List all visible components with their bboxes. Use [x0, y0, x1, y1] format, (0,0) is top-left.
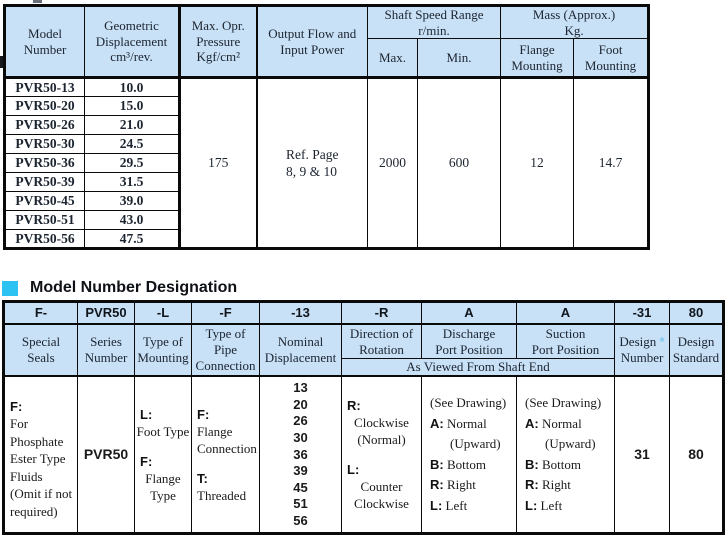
label-line: Suction	[545, 325, 586, 341]
pipe-option	[192, 470, 259, 504]
port-option	[525, 414, 614, 435]
header-line: Foot	[598, 42, 623, 57]
option-code: L:	[140, 406, 153, 422]
option-code: R:	[525, 477, 539, 492]
label-row	[4, 324, 724, 359]
port-option-sub: (Upward)	[450, 436, 501, 451]
displacement-value: 39	[293, 463, 308, 479]
code-series: PVR50	[78, 302, 135, 325]
label-line: Displacement	[264, 350, 337, 365]
header-line: Kgf/cm²	[196, 49, 241, 65]
option-label: Counter	[360, 479, 403, 494]
col-header-speed-min: Min.	[418, 39, 501, 78]
design-standard-value	[670, 376, 724, 534]
port-option	[525, 455, 614, 476]
discharge-port-options	[422, 376, 517, 534]
pipe-connection-options	[192, 376, 260, 534]
label-special-seals	[4, 324, 78, 376]
model-number-cell: PVR50-51	[5, 211, 85, 230]
code-pipe: -F	[192, 302, 260, 325]
label-design-number	[615, 324, 670, 376]
option-code: T:	[197, 470, 208, 486]
model-number-cell: PVR50-26	[5, 116, 85, 135]
specifications-table	[3, 4, 650, 250]
option-label: Threaded	[197, 487, 247, 503]
header-line: Output Flow and	[268, 26, 357, 41]
port-option	[430, 455, 516, 476]
option-label: Right	[446, 477, 476, 492]
label-line: Seals	[27, 350, 55, 365]
option-code: R:	[430, 477, 444, 492]
col-header-model-number	[5, 6, 85, 78]
group-header-mass	[501, 6, 649, 39]
displacement-value: 51	[293, 496, 308, 512]
max-pressure-value: 175	[180, 78, 257, 249]
label-line: Nominal	[277, 334, 324, 349]
special-seals-options	[4, 376, 78, 534]
label-discharge-port-position	[422, 324, 517, 359]
mounting-options-list	[135, 377, 191, 532]
label-pipe-connection	[192, 324, 260, 376]
label-line: Type of	[143, 334, 183, 349]
option-label: Clockwise	[354, 496, 409, 511]
pipe-options-list	[192, 377, 259, 532]
label-line: Number	[84, 350, 128, 365]
code-discharge: A	[422, 302, 517, 325]
model-number-designation-table	[2, 300, 725, 535]
rotation-options	[342, 376, 422, 534]
option-code: L:	[430, 497, 443, 513]
label-line: Standard	[672, 350, 720, 365]
option-label: Left	[540, 497, 563, 513]
cropped-text-artifact	[33, 0, 42, 3]
code-special-seals: F-	[4, 302, 78, 325]
output-flow-ref	[257, 78, 368, 249]
mounting-option	[135, 453, 191, 504]
displacement-cell: 29.5	[85, 154, 180, 173]
option-code: B:	[430, 456, 444, 472]
option-label: (Normal)	[357, 432, 406, 447]
special-seals-text	[5, 389, 77, 521]
suction-port-options	[517, 376, 615, 534]
header-line: Mass (Approx.)	[532, 7, 616, 22]
option-code: F:	[10, 398, 23, 414]
label-line: Port Position	[531, 341, 600, 357]
series-value: PVR50	[83, 446, 129, 462]
label-line: Design	[677, 334, 715, 349]
asterisk-mark: *	[659, 334, 665, 349]
design-number: 31	[634, 446, 650, 462]
label-line: Connection	[195, 358, 256, 373]
label-line: Pipe	[213, 342, 238, 357]
label-nominal-displacement	[260, 324, 342, 376]
code-design-number: -31	[615, 302, 670, 325]
spec-header-row-1	[5, 6, 649, 39]
displacement-cell: 15.0	[85, 97, 180, 116]
model-number-cell: PVR50-56	[5, 230, 85, 249]
rotation-option	[342, 461, 421, 512]
displacement-value: 30	[293, 429, 308, 445]
pipe-option	[192, 406, 259, 457]
option-label: Right	[541, 477, 571, 492]
header-line: Max. Opr.	[191, 18, 245, 34]
displacement-value: 56	[293, 513, 308, 528]
displacement-value: 45	[293, 479, 308, 495]
mounting-option	[135, 406, 191, 440]
code-mounting: -L	[135, 302, 192, 325]
label-line: Discharge	[442, 325, 496, 341]
option-code: R:	[347, 398, 361, 413]
label-suction-port-position	[517, 324, 615, 359]
label-direction-of-rotation	[342, 324, 422, 359]
option-label: Flange Connection	[197, 423, 257, 456]
option-code: F:	[197, 406, 210, 422]
port-option	[430, 496, 516, 517]
port-option	[525, 496, 614, 517]
label-type-of-mounting	[135, 324, 192, 376]
model-number-cell: PVR50-36	[5, 154, 85, 173]
mass-flange-value: 12	[501, 78, 574, 249]
header-line: Number	[23, 41, 67, 57]
header-line: Displacement	[95, 33, 168, 49]
option-label: Normal	[446, 415, 487, 431]
displacement-cell: 31.5	[85, 173, 180, 192]
header-line: Mounting	[584, 57, 637, 73]
code-nominal: -13	[260, 302, 342, 325]
option-label: Normal	[541, 415, 582, 431]
displacement-cell: 24.5	[85, 135, 180, 154]
col-header-foot-mounting	[574, 39, 649, 78]
option-code: B:	[525, 456, 539, 472]
design-standard: 80	[688, 446, 704, 462]
option-code: L:	[525, 497, 538, 513]
see-drawing-note: (See Drawing)	[525, 395, 602, 410]
rotation-options-list	[342, 377, 421, 532]
label-line: Type of	[205, 326, 246, 341]
code-design-standard: 80	[670, 302, 724, 325]
page-title: Model Number Designation	[30, 279, 238, 296]
col-header-speed-max: Max.	[368, 39, 418, 78]
port-options-list	[422, 377, 516, 532]
option-code: A:	[430, 415, 444, 431]
output-flow-ref-text	[286, 146, 338, 180]
label-design-standard	[670, 324, 724, 376]
as-viewed-from-shaft-end: As Viewed From Shaft End	[342, 359, 615, 377]
port-option	[430, 414, 516, 435]
section-bullet-square	[2, 281, 18, 296]
displacement-cell: 47.5	[85, 230, 180, 249]
designation-body-row	[4, 376, 724, 534]
displacement-cell: 43.0	[85, 211, 180, 230]
displacement-value: 20	[293, 396, 308, 412]
model-number-cell: PVR50-45	[5, 192, 85, 211]
option-description: For Phosphate Ester Type Fluids (Omit if not required)	[10, 416, 73, 519]
displacement-values-list	[260, 377, 341, 532]
port-options-list	[517, 377, 614, 532]
speed-max-value: 2000	[368, 78, 418, 249]
model-number-cell: PVR50-30	[5, 135, 85, 154]
header-line: Pressure	[196, 33, 241, 49]
port-option	[430, 475, 516, 496]
header-line: Geometric	[104, 18, 159, 34]
label-line: Mounting	[137, 350, 189, 365]
ref-line: 8, 9 & 10	[286, 164, 338, 179]
nominal-displacement-values	[260, 376, 342, 534]
header-line: Shaft Speed Range	[384, 7, 484, 22]
label-line: Port Position	[435, 341, 503, 357]
option-label: Bottom	[541, 456, 581, 472]
see-drawing-note: (See Drawing)	[430, 395, 507, 410]
series-number-value	[78, 376, 135, 534]
code-row	[4, 302, 724, 325]
header-line: Model	[28, 26, 62, 41]
option-label: Bottom	[446, 456, 486, 472]
option-label: Left	[445, 497, 468, 513]
ref-line: Ref. Page	[286, 147, 339, 162]
model-number-cell: PVR50-20	[5, 97, 85, 116]
option-label: Clockwise	[354, 415, 409, 430]
port-option-sub: (Upward)	[545, 436, 596, 451]
header-line: Mounting	[511, 57, 563, 73]
option-label: Foot Type	[136, 423, 190, 439]
header-line: Input Power	[280, 41, 345, 57]
code-suction: A	[517, 302, 615, 325]
displacement-cell: 10.0	[85, 78, 180, 97]
section-title	[2, 279, 237, 297]
speed-min-value: 600	[418, 78, 501, 249]
mounting-options	[135, 376, 192, 534]
option-code: A:	[525, 415, 539, 431]
option-code: L:	[347, 462, 360, 477]
rotation-option	[342, 397, 421, 448]
displacement-cell: 21.0	[85, 116, 180, 135]
option-label: Flange Type	[145, 470, 181, 503]
group-header-shaft-speed	[368, 6, 501, 39]
displacement-value: 26	[293, 413, 308, 429]
displacement-value: 13	[293, 380, 308, 395]
mass-foot-value: 14.7	[574, 78, 649, 249]
label-line: Direction of	[349, 325, 414, 341]
displacement-cell: 39.0	[85, 192, 180, 211]
displacement-value: 36	[293, 446, 308, 462]
spec-row	[5, 78, 649, 97]
option-code: F:	[140, 453, 153, 469]
col-header-max-pressure	[180, 6, 257, 78]
col-header-flange-mounting	[501, 39, 574, 78]
header-line: cm³/rev.	[110, 49, 153, 65]
port-option	[525, 475, 614, 496]
label-series-number	[78, 324, 135, 376]
label-line: Series	[90, 334, 122, 349]
label-line: Rotation	[359, 341, 404, 357]
model-number-cell: PVR50-39	[5, 173, 85, 192]
label-line	[615, 334, 669, 350]
label-line: Special	[21, 334, 61, 349]
model-number-cell: PVR50-13	[5, 78, 85, 97]
header-line: Kg.	[564, 22, 584, 38]
label-text: Design	[619, 334, 657, 349]
code-rotation: -R	[342, 302, 422, 325]
design-number-value	[615, 376, 670, 534]
header-line: r/min.	[418, 22, 450, 38]
col-header-output-flow	[257, 6, 368, 78]
col-header-geometric-displacement	[85, 6, 180, 78]
label-line: Number	[620, 350, 664, 365]
header-line: Flange	[519, 42, 555, 57]
